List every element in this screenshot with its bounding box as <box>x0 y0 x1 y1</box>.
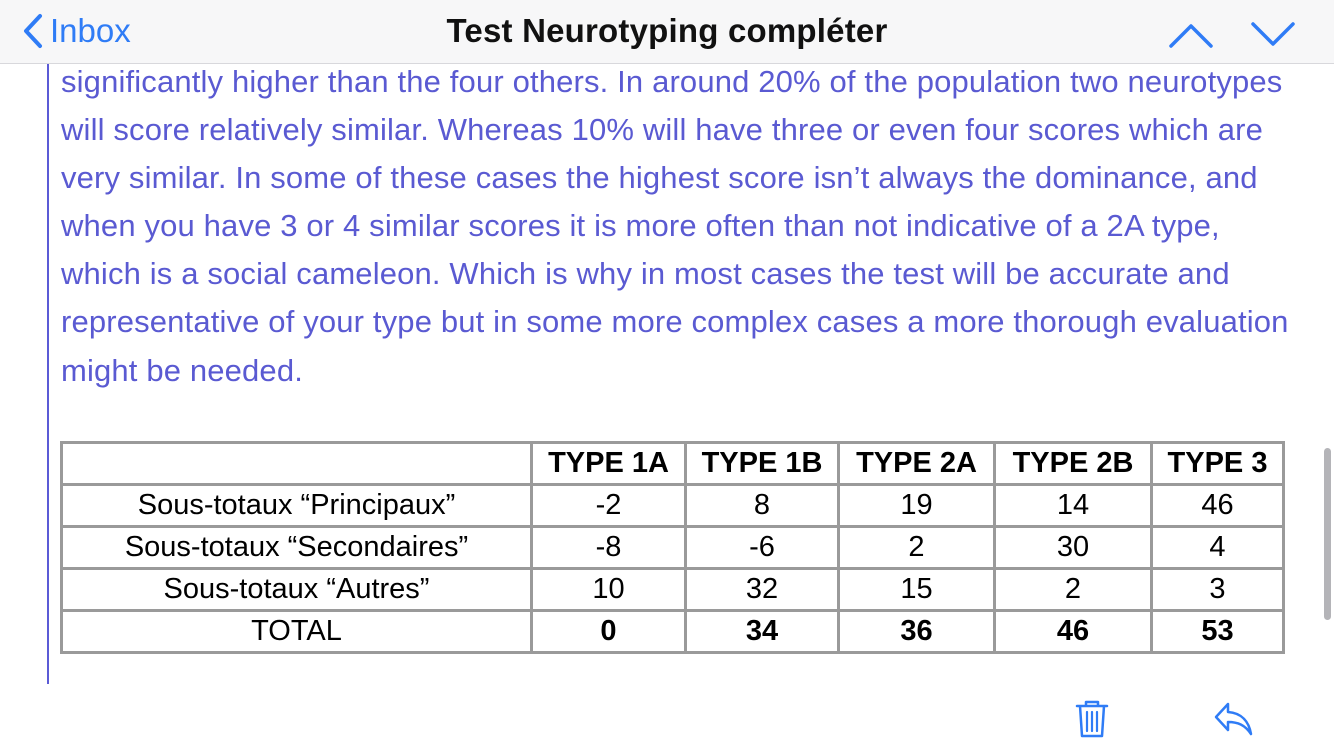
navigation-bar <box>0 0 1334 64</box>
bottom-toolbar <box>0 686 1334 750</box>
table-cell: -8 <box>532 527 686 569</box>
message-body[interactable] <box>0 64 1334 686</box>
table-total-row <box>62 611 1284 653</box>
table-cell: 32 <box>686 569 839 611</box>
total-cell: 53 <box>1152 611 1284 653</box>
table-row <box>62 485 1284 527</box>
table-header-cell: TYPE 2B <box>995 443 1152 485</box>
previous-message-button[interactable] <box>1168 16 1214 52</box>
table-cell: 2 <box>995 569 1152 611</box>
message-subject-title: Test Neurotyping compléter <box>446 12 888 49</box>
total-cell: 46 <box>995 611 1152 653</box>
table-cell: 19 <box>839 485 995 527</box>
chevron-up-icon <box>1168 16 1214 52</box>
table-cell: -6 <box>686 527 839 569</box>
row-label: Sous-totaux “Autres” <box>62 569 532 611</box>
table-cell: 46 <box>1152 485 1284 527</box>
total-cell: 34 <box>686 611 839 653</box>
table-header-cell: TYPE 2A <box>839 443 995 485</box>
table-header-cell: TYPE 1B <box>686 443 839 485</box>
total-cell: 36 <box>839 611 995 653</box>
table-cell: 3 <box>1152 569 1284 611</box>
neurotype-scores-table <box>60 441 1285 654</box>
row-label: TOTAL <box>62 611 532 653</box>
table-row <box>62 527 1284 569</box>
table-cell: 10 <box>532 569 686 611</box>
table-cell: 8 <box>686 485 839 527</box>
table-cell: 4 <box>1152 527 1284 569</box>
reply-icon <box>1212 696 1256 740</box>
table-header-cell: TYPE 3 <box>1152 443 1284 485</box>
table-cell: 30 <box>995 527 1152 569</box>
vertical-scrollbar[interactable] <box>1324 448 1331 620</box>
table-cell: 2 <box>839 527 995 569</box>
next-message-button[interactable] <box>1250 16 1296 52</box>
table-header-cell: TYPE 1A <box>532 443 686 485</box>
quoted-message-text: significantly higher than the four others. In around 20% of the population two neurotypes will score relatively similar. Whereas 10% will have three or even four scores which are very similar. In some of these cases the highest score isn’t always the dominance, and when you have 3 or 4 similar scores it is more often than not indicative of a 2A type, which is a social cameleon. Which is why in most cases the test will be accurate and representative of your type but in some more complex cases a more thorough evaluation might be needed. <box>61 64 1289 388</box>
row-label: Sous-totaux “Secondaires” <box>62 527 532 569</box>
chevron-down-icon <box>1250 16 1296 52</box>
back-button-label: Inbox <box>50 12 131 49</box>
table-cell: 14 <box>995 485 1152 527</box>
row-label: Sous-totaux “Principaux” <box>62 485 532 527</box>
table-cell: 15 <box>839 569 995 611</box>
table-cell: -2 <box>532 485 686 527</box>
table-header-cell <box>62 443 532 485</box>
trash-icon <box>1070 696 1114 740</box>
table-row <box>62 569 1284 611</box>
table-header-row <box>62 443 1284 485</box>
quote-indicator-bar <box>47 64 49 684</box>
total-cell: 0 <box>532 611 686 653</box>
reply-button[interactable] <box>1212 696 1256 740</box>
delete-button[interactable] <box>1070 696 1114 740</box>
